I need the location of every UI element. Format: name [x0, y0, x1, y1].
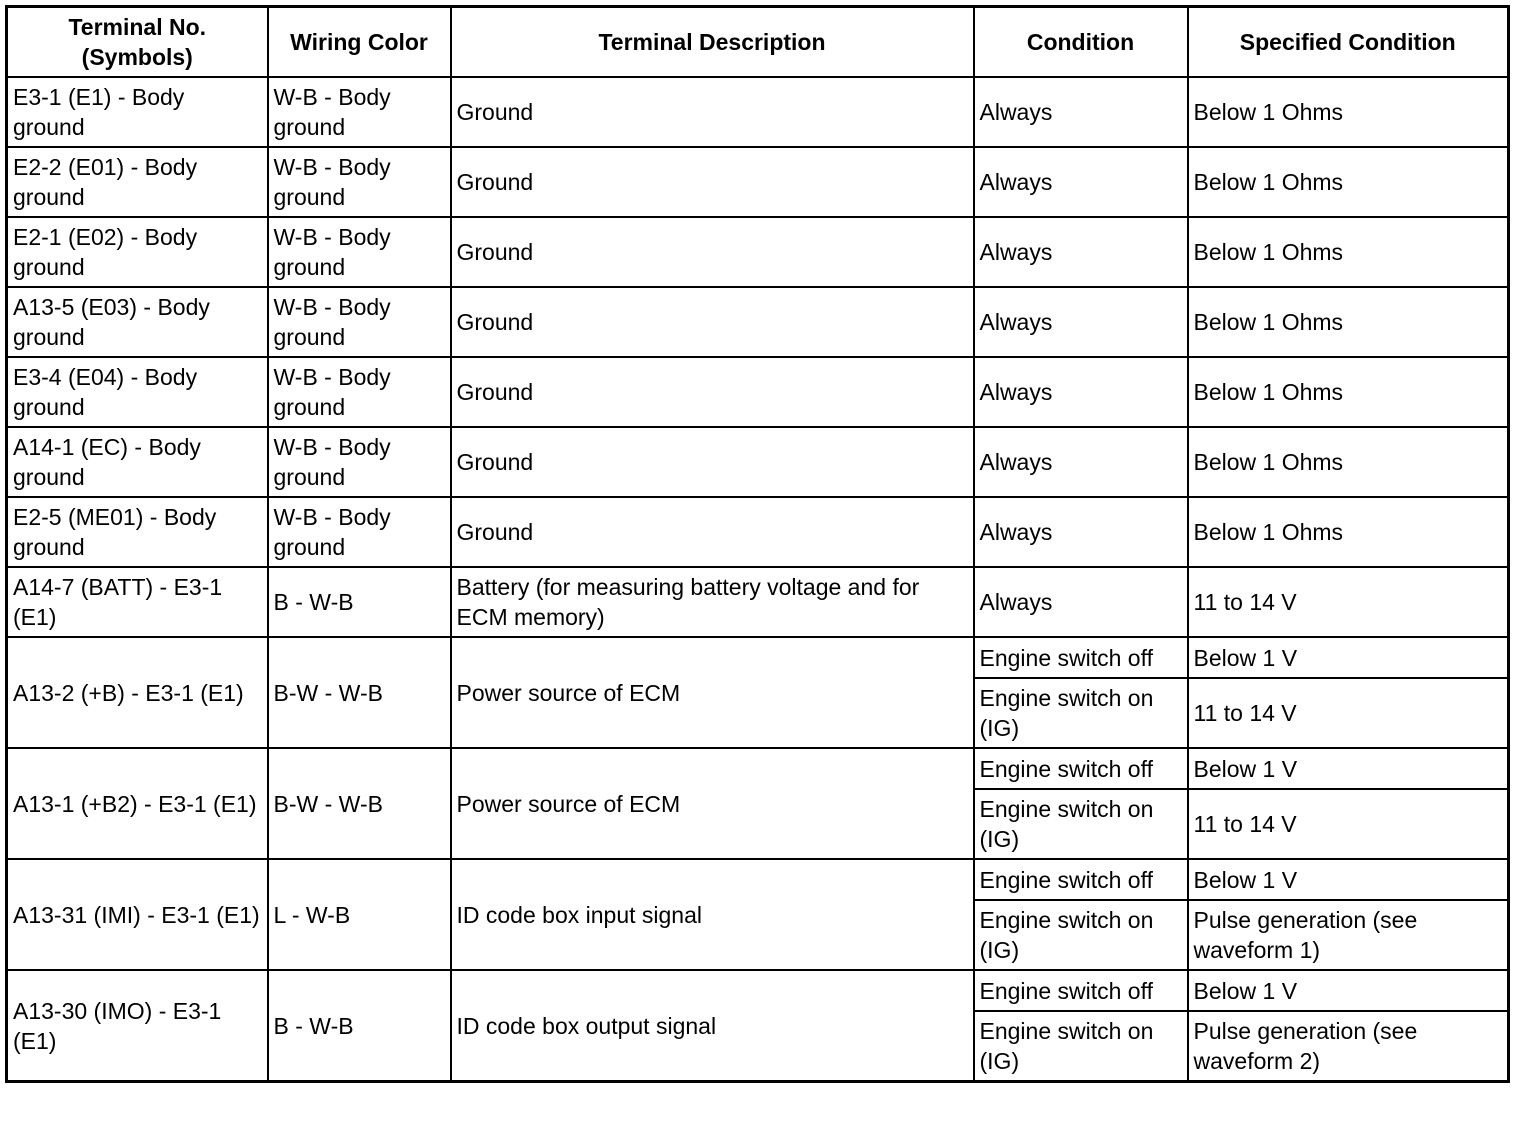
table-row: [7, 77, 1509, 147]
specified-condition-cell: Below 1 Ohms: [1188, 147, 1509, 217]
condition-cell: Always: [974, 427, 1188, 497]
condition-cell: Engine switch off: [974, 970, 1188, 1011]
terminal-table-container: [5, 5, 1510, 1083]
condition-cell: Always: [974, 497, 1188, 567]
terminal-no-cell: A14-1 (EC) - Body ground: [7, 427, 268, 497]
terminal-description-cell: Ground: [451, 497, 974, 567]
table-row: [7, 427, 1509, 497]
wiring-color-cell: W-B - Body ground: [268, 287, 451, 357]
specified-condition-cell: 11 to 14 V: [1188, 789, 1509, 859]
specified-condition-cell: 11 to 14 V: [1188, 567, 1509, 637]
condition-cell: Engine switch off: [974, 637, 1188, 678]
terminal-description-cell: Ground: [451, 77, 974, 147]
terminal-no-cell: A13-30 (IMO) - E3-1 (E1): [7, 970, 268, 1082]
wiring-color-cell: W-B - Body ground: [268, 497, 451, 567]
terminal-no-cell: E2-1 (E02) - Body ground: [7, 217, 268, 287]
table-body: [7, 77, 1509, 1082]
table-row: [7, 567, 1509, 637]
specified-condition-cell: Below 1 Ohms: [1188, 427, 1509, 497]
wiring-color-cell: B - W-B: [268, 970, 451, 1082]
specified-condition-cell: Below 1 V: [1188, 970, 1509, 1011]
condition-cell: Engine switch off: [974, 748, 1188, 789]
specified-condition-cell: 11 to 14 V: [1188, 678, 1509, 748]
table-row: [7, 859, 1509, 900]
specified-condition-cell: Below 1 V: [1188, 637, 1509, 678]
terminal-no-cell: A13-2 (+B) - E3-1 (E1): [7, 637, 268, 748]
table-row: [7, 217, 1509, 287]
table-row: [7, 147, 1509, 217]
terminal-no-cell: A14-7 (BATT) - E3-1 (E1): [7, 567, 268, 637]
wiring-color-cell: W-B - Body ground: [268, 147, 451, 217]
wiring-color-cell: B - W-B: [268, 567, 451, 637]
table-row: [7, 748, 1509, 789]
terminal-no-cell: E3-4 (E04) - Body ground: [7, 357, 268, 427]
condition-cell: Engine switch off: [974, 859, 1188, 900]
terminal-description-cell: Power source of ECM: [451, 748, 974, 859]
terminal-description-cell: Ground: [451, 357, 974, 427]
specified-condition-cell: Below 1 Ohms: [1188, 497, 1509, 567]
terminal-description-cell: Ground: [451, 147, 974, 217]
wiring-color-cell: L - W-B: [268, 859, 451, 970]
terminal-description-cell: ID code box output signal: [451, 970, 974, 1082]
condition-cell: Engine switch on (IG): [974, 789, 1188, 859]
table-row: [7, 970, 1509, 1011]
table-row: [7, 637, 1509, 678]
condition-cell: Engine switch on (IG): [974, 678, 1188, 748]
table-row: [7, 287, 1509, 357]
header-terminal-description: Terminal Description: [451, 7, 974, 78]
condition-cell: Always: [974, 77, 1188, 147]
header-terminal-no: Terminal No. (Symbols): [7, 7, 268, 78]
specified-condition-cell: Below 1 Ohms: [1188, 357, 1509, 427]
specified-condition-cell: Below 1 Ohms: [1188, 287, 1509, 357]
condition-cell: Always: [974, 147, 1188, 217]
terminal-description-cell: Battery (for measuring battery voltage and for ECM memory): [451, 567, 974, 637]
header-row: [7, 7, 1509, 78]
header-wiring-color: Wiring Color: [268, 7, 451, 78]
terminal-description-cell: Ground: [451, 287, 974, 357]
specified-condition-cell: Pulse generation (see waveform 1): [1188, 900, 1509, 970]
terminal-description-cell: ID code box input signal: [451, 859, 974, 970]
terminal-no-cell: A13-5 (E03) - Body ground: [7, 287, 268, 357]
condition-cell: Always: [974, 217, 1188, 287]
wiring-color-cell: W-B - Body ground: [268, 217, 451, 287]
specified-condition-cell: Below 1 V: [1188, 748, 1509, 789]
condition-cell: Always: [974, 357, 1188, 427]
wiring-color-cell: B-W - W-B: [268, 637, 451, 748]
wiring-color-cell: B-W - W-B: [268, 748, 451, 859]
terminal-description-cell: Power source of ECM: [451, 637, 974, 748]
wiring-color-cell: W-B - Body ground: [268, 77, 451, 147]
wiring-color-cell: W-B - Body ground: [268, 427, 451, 497]
specified-condition-cell: Below 1 Ohms: [1188, 77, 1509, 147]
terminal-no-cell: E3-1 (E1) - Body ground: [7, 77, 268, 147]
specified-condition-cell: Below 1 Ohms: [1188, 217, 1509, 287]
header-specified-condition: Specified Condition: [1188, 7, 1509, 78]
terminal-table: [5, 5, 1510, 1083]
condition-cell: Engine switch on (IG): [974, 1011, 1188, 1082]
terminal-description-cell: Ground: [451, 217, 974, 287]
table-row: [7, 497, 1509, 567]
header-condition: Condition: [974, 7, 1188, 78]
condition-cell: Engine switch on (IG): [974, 900, 1188, 970]
specified-condition-cell: Below 1 V: [1188, 859, 1509, 900]
terminal-no-cell: E2-5 (ME01) - Body ground: [7, 497, 268, 567]
terminal-no-cell: A13-1 (+B2) - E3-1 (E1): [7, 748, 268, 859]
specified-condition-cell: Pulse generation (see waveform 2): [1188, 1011, 1509, 1082]
wiring-color-cell: W-B - Body ground: [268, 357, 451, 427]
table-row: [7, 357, 1509, 427]
condition-cell: Always: [974, 567, 1188, 637]
terminal-no-cell: E2-2 (E01) - Body ground: [7, 147, 268, 217]
condition-cell: Always: [974, 287, 1188, 357]
terminal-no-cell: A13-31 (IMI) - E3-1 (E1): [7, 859, 268, 970]
terminal-description-cell: Ground: [451, 427, 974, 497]
